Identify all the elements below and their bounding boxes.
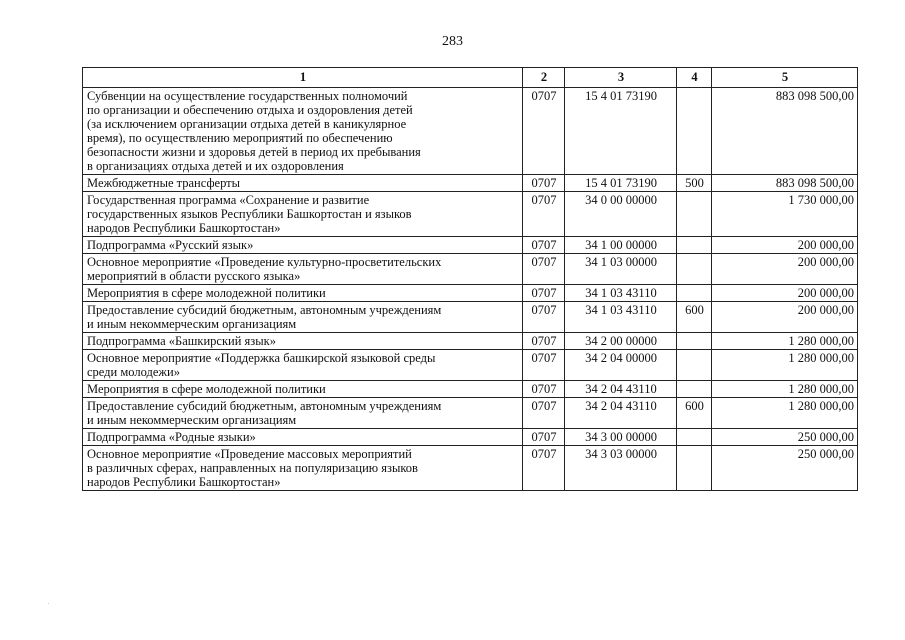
row-name-line: Мероприятия в сфере молодежной политики [87,382,326,396]
row-name [83,333,523,350]
row-name-line: Государственная программа «Сохранение и развитие [87,193,370,207]
budget-table-body [83,88,858,491]
row-name-line: народов Республики Башкортостан» [87,221,281,235]
row-name-line: Подпрограмма «Родные языки» [87,430,256,444]
row-target-code: 34 2 04 43110 [565,398,677,429]
row-expense-type [677,350,712,381]
row-name [83,398,523,429]
table-row [83,254,858,285]
row-amount: 200 000,00 [712,285,858,302]
row-amount: 1 280 000,00 [712,398,858,429]
header-col-4: 4 [677,68,712,88]
row-section: 0707 [523,429,565,446]
row-name-line: по организации и обеспечению отдыха и оздоровления детей [87,103,413,117]
row-expense-type [677,446,712,491]
row-target-code: 34 1 00 00000 [565,237,677,254]
table-row [83,237,858,254]
row-name [83,446,523,491]
row-expense-type [677,285,712,302]
row-expense-type: 600 [677,398,712,429]
row-name-line: в различных сферах, направленных на популяризацию языков [87,461,418,475]
row-name-line: и иным некоммерческим организациям [87,317,297,331]
header-col-5: 5 [712,68,858,88]
row-name-line: народов Республики Башкортостан» [87,475,281,489]
row-target-code: 15 4 01 73190 [565,175,677,192]
table-row [83,285,858,302]
row-name-line: Мероприятия в сфере молодежной политики [87,286,326,300]
row-name-line: в организациях отдыха детей и их оздоровления [87,159,344,173]
row-name-line: Подпрограмма «Башкирский язык» [87,334,276,348]
row-amount: 1 730 000,00 [712,192,858,237]
table-row [83,429,858,446]
row-name-line: Основное мероприятие «Проведение массовых мероприятий [87,447,412,461]
header-col-1: 1 [83,68,523,88]
row-name-line: (за исключением организации отдыха детей в каникулярное [87,117,407,131]
row-section: 0707 [523,350,565,381]
table-header-row [83,68,858,88]
row-expense-type [677,381,712,398]
header-col-2: 2 [523,68,565,88]
row-name-line: Предоставление субсидий бюджетным, автономным учреждениям [87,303,442,317]
row-name-line: среди молодежи» [87,365,180,379]
row-target-code: 34 1 03 43110 [565,285,677,302]
row-amount: 1 280 000,00 [712,333,858,350]
row-section: 0707 [523,381,565,398]
row-name-line: Субвенции на осуществление государственных полномочий [87,89,408,103]
table-row [83,446,858,491]
table-row [83,350,858,381]
row-target-code: 34 1 03 43110 [565,302,677,333]
table-row [83,333,858,350]
row-expense-type: 500 [677,175,712,192]
row-name [83,350,523,381]
row-name [83,237,523,254]
row-name-line: время), по осуществлению мероприятий по обеспечению [87,131,393,145]
row-name-line: государственных языков Республики Башкортостан и языков [87,207,412,221]
row-expense-type [677,237,712,254]
row-name-line: Основное мероприятие «Поддержка башкирской языковой среды [87,351,436,365]
row-section: 0707 [523,398,565,429]
row-expense-type [677,333,712,350]
row-amount: 1 280 000,00 [712,350,858,381]
row-amount: 200 000,00 [712,254,858,285]
row-name [83,429,523,446]
row-name [83,254,523,285]
table-row [83,381,858,398]
row-amount: 250 000,00 [712,446,858,491]
row-target-code: 34 2 00 00000 [565,333,677,350]
row-section: 0707 [523,192,565,237]
row-target-code: 34 3 03 00000 [565,446,677,491]
row-name [83,285,523,302]
row-name-line: и иным некоммерческим организациям [87,413,297,427]
row-section: 0707 [523,88,565,175]
table-row [83,175,858,192]
row-target-code: 34 1 03 00000 [565,254,677,285]
row-name [83,381,523,398]
row-name-line: Подпрограмма «Русский язык» [87,238,254,252]
header-col-3: 3 [565,68,677,88]
row-target-code: 34 0 00 00000 [565,192,677,237]
row-name [83,302,523,333]
row-expense-type [677,192,712,237]
row-name-line: Основное мероприятие «Проведение культурно-просветительских [87,255,442,269]
table-row [83,192,858,237]
row-target-code: 34 3 00 00000 [565,429,677,446]
row-section: 0707 [523,285,565,302]
row-target-code: 15 4 01 73190 [565,88,677,175]
row-amount: 883 098 500,00 [712,175,858,192]
row-expense-type [677,254,712,285]
row-amount: 250 000,00 [712,429,858,446]
row-amount: 1 280 000,00 [712,381,858,398]
row-expense-type: 600 [677,302,712,333]
table-row [83,398,858,429]
table-row [83,88,858,175]
row-section: 0707 [523,237,565,254]
row-amount: 200 000,00 [712,302,858,333]
scan-artifact [48,603,49,604]
row-name-line: безопасности жизни и здоровья детей в период их пребывания [87,145,421,159]
page-number: 283 [442,34,463,49]
row-section: 0707 [523,254,565,285]
row-section: 0707 [523,333,565,350]
row-section: 0707 [523,302,565,333]
row-amount: 200 000,00 [712,237,858,254]
row-expense-type [677,88,712,175]
table-row [83,302,858,333]
row-name [83,88,523,175]
row-name [83,175,523,192]
row-target-code: 34 2 04 00000 [565,350,677,381]
row-name [83,192,523,237]
row-expense-type [677,429,712,446]
row-amount: 883 098 500,00 [712,88,858,175]
row-name-line: мероприятий в области русского языка» [87,269,301,283]
row-target-code: 34 2 04 43110 [565,381,677,398]
row-section: 0707 [523,446,565,491]
row-name-line: Предоставление субсидий бюджетным, автономным учреждениям [87,399,442,413]
budget-table [82,67,858,491]
row-section: 0707 [523,175,565,192]
row-name-line: Межбюджетные трансферты [87,176,241,190]
